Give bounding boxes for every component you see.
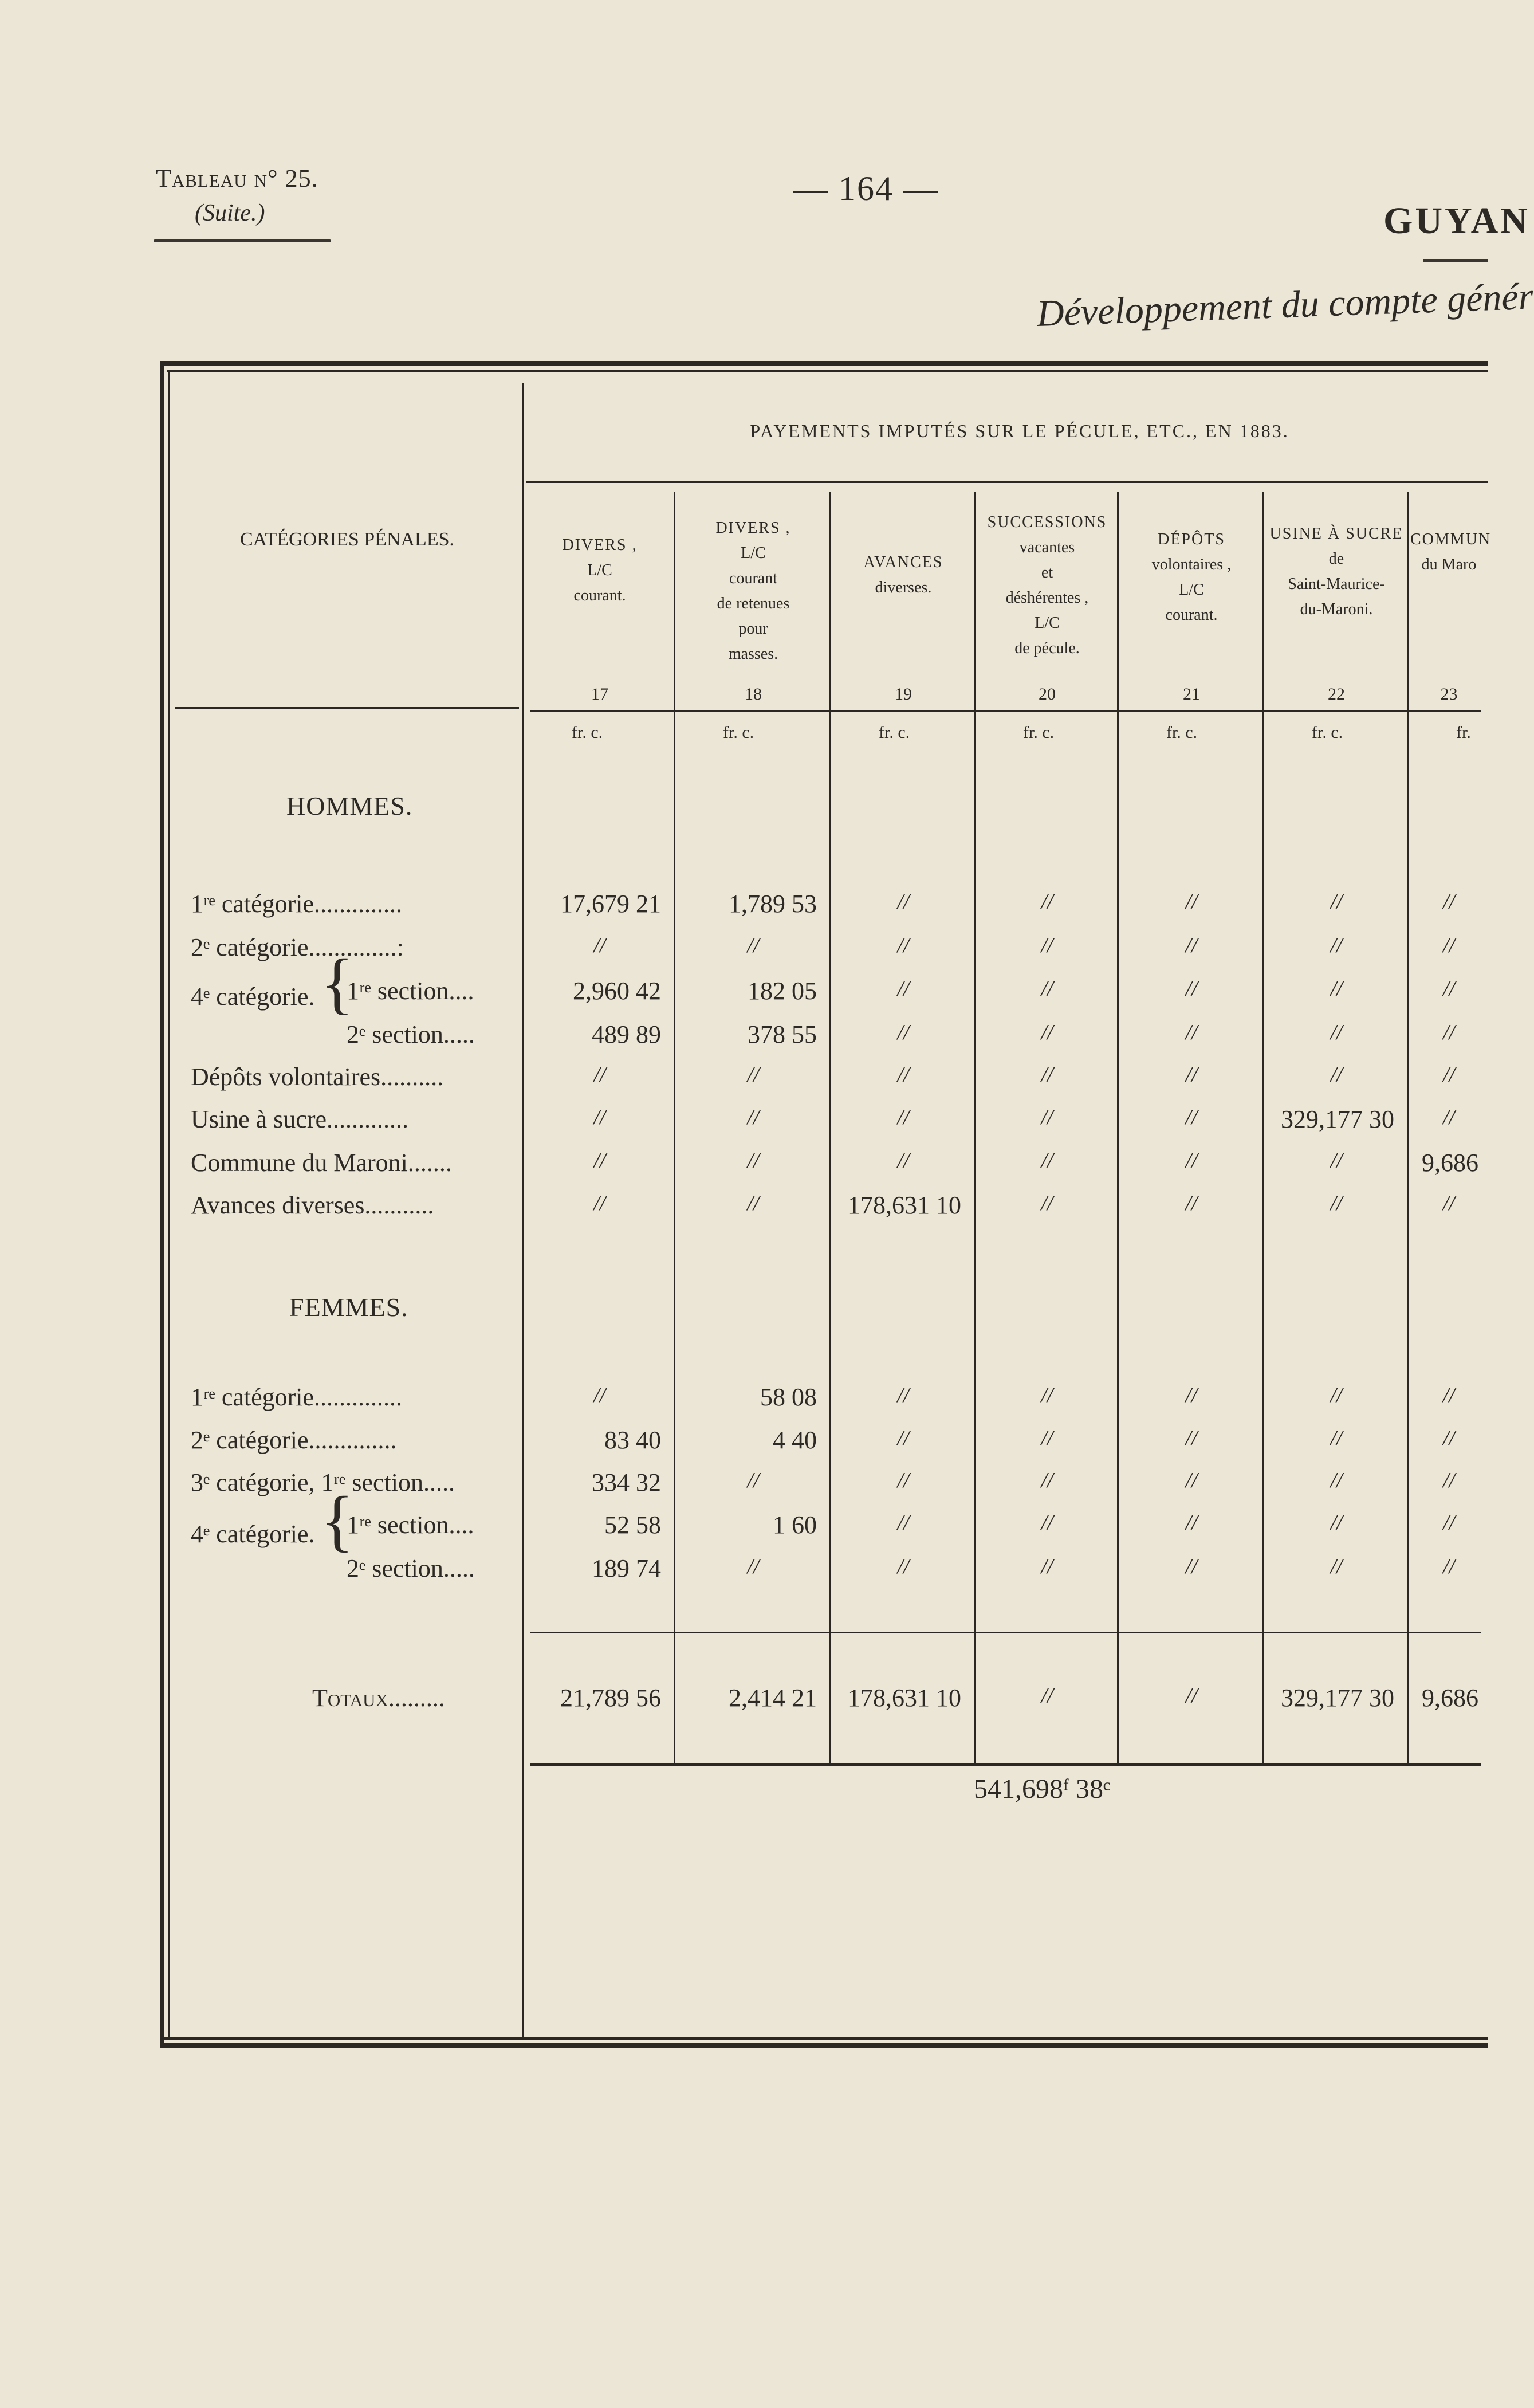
table-cell: // [747,1468,760,1492]
table-cell: // [1185,1149,1198,1173]
column-header-line: courant. [573,587,626,604]
table-cell: 58 08 [760,1383,817,1411]
table-cell: 189 74 [592,1554,661,1582]
cat4-label-femmes: 4ᵉ catégorie. [191,1520,315,1548]
colony-title-rule [1423,259,1488,262]
table-cell: 1,789 53 [729,890,817,918]
table-cell: // [747,1554,760,1578]
table-cell: // [897,1554,910,1578]
payments-group-header: PAYEMENTS IMPUTÉS SUR LE PÉCULE, ETC., EN 1883. [750,421,1289,441]
table-cell: // [1185,1191,1198,1215]
table-cell: // [1185,1511,1198,1535]
table-cell: // [1442,933,1456,957]
table-cell: // [1041,977,1053,1001]
table-cell: 489 89 [592,1020,661,1048]
category-header: CATÉGORIES PÉNALES. [239,529,455,550]
table-cell: // [1041,890,1053,914]
row-label: 3ᵉ catégorie, 1ʳᵉ section..... [191,1468,455,1496]
column-header-line: de [1328,550,1344,568]
grand-total: 541,698ᶠ 38ᶜ [974,1774,1111,1804]
column-number: 23 [1440,685,1458,704]
table-cell: // [593,933,606,957]
column-unit: fr. c. [1166,723,1198,742]
column-header-line: L/C [587,561,612,579]
column-header-line: AVANCES [863,553,943,571]
colony-title: GUYAN [1383,200,1530,242]
table-cell: // [1041,1063,1053,1087]
column-header-c17 [526,533,674,608]
table-cell: 83 40 [604,1426,661,1454]
table-cell: // [747,1149,760,1173]
column-unit: fr. c. [1312,723,1343,742]
row-label: Avances diverses........... [191,1191,434,1219]
table-cell: // [593,1149,606,1173]
table-cell: // [1330,1020,1343,1044]
row-label: 1ʳᵉ section.... [347,977,474,1005]
table-cell: // [1442,1105,1456,1129]
totals-cell: 178,631 10 [848,1684,961,1712]
column-header-line: L/C [741,544,766,562]
table-cell: // [897,1468,910,1492]
row-label: Usine à sucre............. [191,1105,409,1133]
row-label: 2ᵉ section..... [347,1554,475,1582]
column-header-c23 [1410,527,1492,578]
table-cell: // [1041,1554,1053,1578]
table-cell: // [897,933,910,957]
table-cell: // [1442,1511,1456,1535]
table-cell: // [1330,933,1343,957]
table-cell: // [1185,1426,1198,1450]
table-cell: 178,631 10 [848,1191,961,1219]
column-number: 17 [591,685,608,704]
table-cell: // [897,1511,910,1535]
table-cell: // [593,1063,606,1087]
totals-cell: 9,686 [1422,1684,1478,1712]
column-unit: fr. [1456,723,1471,742]
table-cell: // [1330,1426,1343,1450]
page-number: — 164 — [793,170,939,207]
table-cell: // [1041,1511,1053,1535]
table-cell: // [1041,1191,1053,1215]
column-header-line: SUCCESSIONS [987,513,1107,531]
table-cell: // [1185,1383,1198,1407]
table-cell: 9,686 [1422,1149,1478,1177]
column-number: 18 [745,685,762,704]
table-cell: // [1442,1020,1456,1044]
column-header-line: de retenues [717,595,790,612]
table-cell: 378 55 [748,1020,817,1048]
table-cell: // [1041,1149,1053,1173]
column-header-line: de pécule. [1014,639,1080,657]
table-cell: // [1330,1468,1343,1492]
table-cell: 4 40 [773,1426,817,1454]
table-cell: // [1330,1383,1343,1407]
table-cell: // [747,1191,760,1215]
table-cell: // [1330,1191,1343,1215]
column-unit: fr. c. [879,723,910,742]
table-cell: 52 58 [604,1511,661,1539]
table-cell: // [1041,1383,1053,1407]
table-cell: // [1330,1554,1343,1578]
column-header-line: DÉPÔTS [1158,531,1225,548]
cat4-label-hommes: 4ᵉ catégorie. [191,983,315,1011]
table-cell: // [747,1105,760,1129]
table-cell: // [1330,977,1343,1001]
table-cell: // [1185,1020,1198,1044]
column-header-line: Saint-Maurice- [1288,575,1385,593]
table-cell: // [1442,1383,1456,1407]
totals-cell: // [1185,1684,1198,1708]
table-cell: // [897,977,910,1001]
section-femmes: FEMMES. [289,1293,408,1322]
column-header-c22 [1266,521,1407,622]
column-header-line: courant [729,569,777,587]
column-header-line: déshérentes , [1005,589,1089,607]
table-cell: // [1041,1020,1053,1044]
table-cell: // [1442,977,1456,1001]
table-cell: // [897,1105,910,1129]
table-cell: // [1330,1149,1343,1173]
row-label: Dépôts volontaires.......... [191,1063,444,1091]
column-unit: fr. c. [723,723,754,742]
totals-cell: 21,789 56 [560,1684,661,1712]
table-cell: // [1330,1511,1343,1535]
column-header-line: L/C [1179,581,1204,599]
column-header-line: COMMUN [1410,531,1492,548]
row-label: 1ʳᵉ catégorie.............. [191,1383,403,1411]
table-cell: // [593,1105,606,1129]
column-header-line: DIVERS , [715,519,791,537]
table-cell: // [747,933,760,957]
table-cell: 182 05 [748,977,817,1005]
title-underline [154,239,331,242]
table-cell: 334 32 [592,1468,661,1496]
column-header-line: courant. [1165,606,1218,624]
column-header-c19 [833,550,974,600]
table-cell: // [1330,890,1343,914]
table-subtitle: Développement du compte génér [1036,275,1534,335]
column-header-line: DIVERS , [562,536,638,554]
column-header-c21 [1120,527,1262,628]
row-label: 2ᵉ section..... [347,1020,475,1048]
totals-cell: 2,414 21 [729,1684,817,1712]
table-cell: // [593,1191,606,1215]
column-header-line: volontaires , [1151,556,1232,573]
column-unit: fr. c. [572,723,603,742]
column-header-line: et [1041,564,1053,582]
table-cell: // [897,1426,910,1450]
table-cell: 17,679 21 [560,890,661,918]
table-cell: // [897,1149,910,1173]
table-cell: // [1330,1063,1343,1087]
column-header-line: vacantes [1019,539,1075,556]
table-cell: // [897,1063,910,1087]
column-number: 22 [1328,685,1345,704]
table-cell: // [1185,933,1198,957]
column-header-c20 [977,510,1117,661]
brace-hommes: { [321,945,354,1021]
table-cell: // [1185,977,1198,1001]
row-label: Commune du Maroni....... [191,1149,452,1177]
column-header-line: USINE À SUCRE [1269,525,1403,543]
column-number: 20 [1039,685,1056,704]
tableau-suite: (Suite.) [195,200,265,226]
column-header-c18 [677,516,829,667]
row-label: 1ʳᵉ section.... [347,1511,474,1539]
table-cell: 1 60 [773,1511,817,1539]
table-cell: // [1442,1191,1456,1215]
table-cell: // [1041,1105,1053,1129]
table-cell: 2,960 42 [573,977,661,1005]
column-header-line: pour [738,620,768,638]
table-cell: // [1185,1105,1198,1129]
column-header-line: L/C [1035,614,1060,632]
totals-cell: 329,177 30 [1281,1684,1394,1712]
table-cell: // [1442,1468,1456,1492]
table-cell: // [1185,1063,1198,1087]
column-number: 21 [1183,685,1200,704]
table-cell: // [1185,890,1198,914]
totals-label: Totaux......... [312,1684,445,1712]
table-cell: // [897,890,910,914]
table-cell: // [1442,890,1456,914]
table-cell: // [1442,1554,1456,1578]
table-cell: // [897,1020,910,1044]
row-label: 1ʳᵉ catégorie.............. [191,890,403,918]
table-cell: 329,177 30 [1281,1105,1394,1133]
row-label: 2ᵉ catégorie.............. [191,1426,397,1454]
column-header-line: du-Maroni. [1300,600,1373,618]
totals-cell: // [1041,1684,1053,1708]
table-cell: // [747,1063,760,1087]
table-cell: // [1041,1468,1053,1492]
column-unit: fr. c. [1023,723,1055,742]
column-header-line: du Maro [1421,556,1477,573]
table-cell: // [1442,1063,1456,1087]
table-cell: // [1185,1554,1198,1578]
row-label: 2ᵉ catégorie..............: [191,933,404,961]
table-cell: // [1185,1468,1198,1492]
column-number: 19 [895,685,912,704]
table-cell: // [1041,1426,1053,1450]
table-cell: // [593,1383,606,1407]
section-hommes: HOMMES. [286,791,413,820]
tableau-number: Tableau n° 25. [156,164,318,193]
table-cell: // [897,1383,910,1407]
column-header-line: diverses. [875,579,932,596]
table-cell: // [1041,933,1053,957]
table-cell: // [1442,1426,1456,1450]
brace-femmes: { [321,1482,354,1558]
column-header-line: masses. [728,645,778,663]
